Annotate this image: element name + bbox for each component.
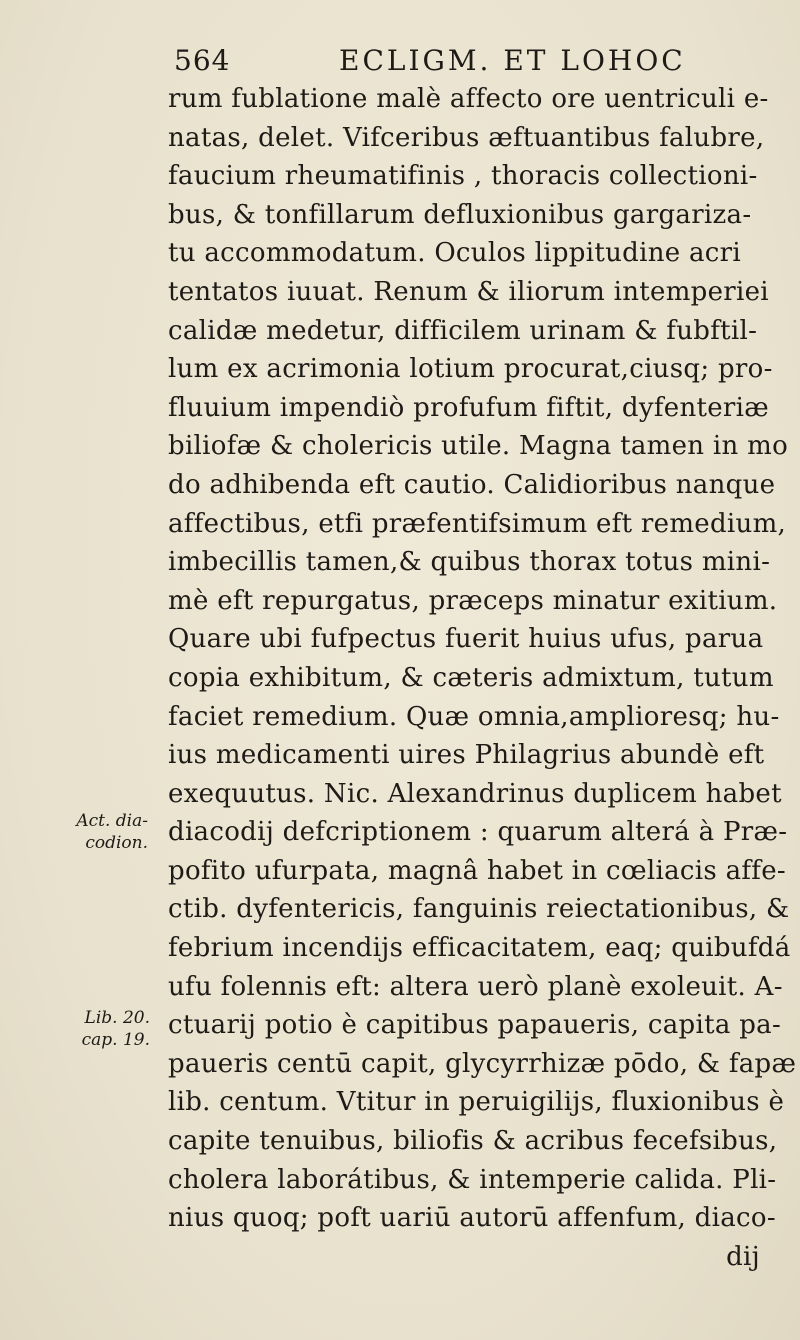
text-line: nius quoq; poft uariū autorū affenfum, diaco- bbox=[168, 1203, 776, 1234]
catchword: dij bbox=[726, 1241, 760, 1272]
body-text bbox=[168, 80, 800, 1276]
margin-note-line: Lib. 20. bbox=[84, 1008, 150, 1028]
text-line: bus, & tonfillarum defluxionibus gargariza- bbox=[168, 199, 752, 230]
text-line: imbecillis tamen,& quibus thorax totus mini- bbox=[168, 547, 771, 578]
page-number: 564 bbox=[174, 44, 231, 77]
margin-note-pliny-reference bbox=[60, 1007, 150, 1051]
margin-note-line: codion. bbox=[85, 833, 148, 853]
text-line: do adhibenda eft cautio. Calidioribus nanque bbox=[168, 469, 776, 500]
margin-note-line: Act. dia- bbox=[76, 811, 148, 831]
text-line: ufu folennis eft: altera uerò planè exoleuit. A- bbox=[168, 971, 783, 1002]
text-line: faciet remedium. Quæ omnia,amplioresq; hu- bbox=[168, 701, 780, 732]
text-line: ius medicamenti uires Philagrius abundè eft bbox=[168, 740, 765, 771]
text-line: lum ex acrimonia lotium procurat,ciusq; pro- bbox=[168, 354, 773, 385]
page-header bbox=[174, 44, 774, 84]
text-line: biliofæ & cholericis utile. Magna tamen in mo bbox=[168, 431, 789, 462]
text-line: copia exhibitum, & cæteris admixtum, tutum bbox=[168, 662, 774, 693]
text-line: tu accommodatum. Oculos lippitudine acri bbox=[168, 238, 742, 269]
text-line: pofito ufurpata, magnâ habet in cœliacis affe- bbox=[168, 855, 786, 886]
text-line: paueris centū capit, glycyrrhizæ pōdo, & fapæ bbox=[168, 1048, 797, 1079]
text-line: cholera laborátibus, & intemperie calida. Pli- bbox=[168, 1164, 777, 1195]
text-line: diacodij defcriptionem : quarum alterá à Præ- bbox=[168, 817, 788, 848]
text-line: Quare ubi fufpectus fuerit huius ufus, parua bbox=[168, 624, 764, 655]
text-line: mè eft repurgatus, præceps minatur exitium. bbox=[168, 585, 778, 616]
text-line: tentatos iuuat. Renum & iliorum intemperiei bbox=[168, 276, 769, 307]
text-line: fluuium impendiò profufum fiftit, dyfenteriæ bbox=[168, 392, 770, 423]
text-line: febrium incendijs efficacitatem, eaq; quibufdá bbox=[168, 933, 791, 964]
text-line: capite tenuibus, biliofis & acribus fecefsibus, bbox=[168, 1126, 778, 1157]
margin-note-actuarius bbox=[58, 810, 148, 854]
text-line: ctuarij potio è capitibus papaueris, capita pa- bbox=[168, 1010, 782, 1041]
text-line: calidæ medetur, difficilem urinam & fubftil- bbox=[168, 315, 758, 346]
margin-note-line: cap. 19. bbox=[81, 1030, 150, 1050]
text-line: natas, delet. Vifceribus æftuantibus falubre, bbox=[168, 122, 765, 153]
running-title: ECLIGM. ET LOHOC bbox=[339, 44, 686, 77]
text-line: rum fublatione malè affecto ore uentriculi e- bbox=[168, 84, 769, 114]
text-line: exequutus. Nic. Alexandrinus duplicem habet bbox=[168, 778, 782, 809]
text-line: faucium rheumatifinis , thoracis collectioni- bbox=[168, 161, 758, 192]
text-line: lib. centum. Vtitur in peruigilijs, fluxionibus è bbox=[168, 1087, 785, 1118]
text-line: ctib. dyfentericis, fanguinis reiectationibus, & bbox=[168, 894, 790, 925]
text-line: affectibus, etfi præfentifsimum eft remedium, bbox=[168, 508, 787, 539]
